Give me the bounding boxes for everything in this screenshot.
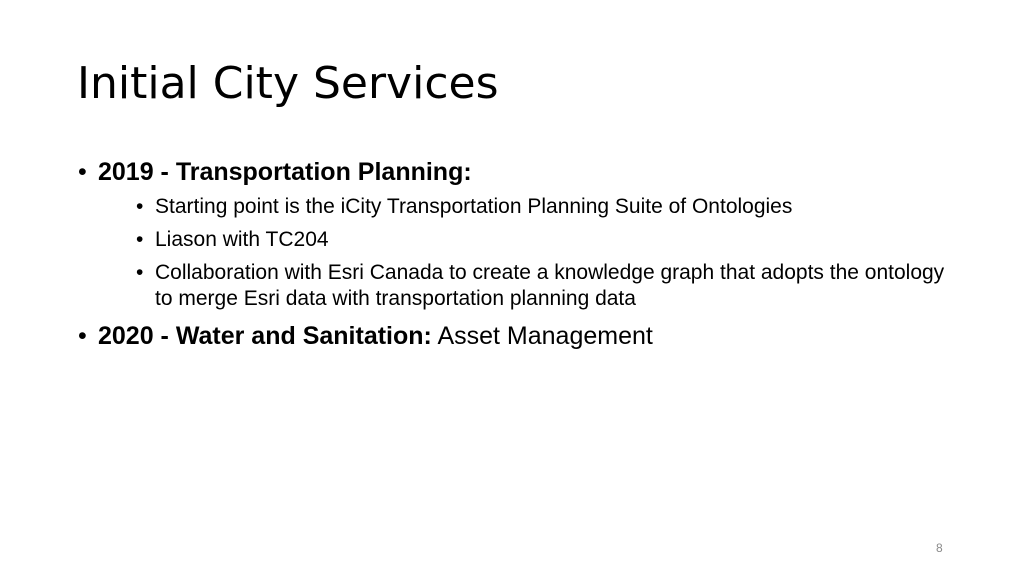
sub-bullet-item	[136, 227, 958, 253]
bullet-item-2020	[78, 319, 958, 353]
bullet-heading: 2019 - Transportation Planning:	[98, 158, 472, 186]
sub-bullet-text: Liason with TC204	[155, 228, 329, 251]
sub-bullet-text: Starting point is the iCity Transportation Planning Suite of Ontologies	[155, 195, 793, 218]
sub-bullet-list	[98, 194, 958, 312]
sub-bullet-item	[136, 194, 958, 220]
bullet-list	[78, 155, 958, 353]
slide-title: Initial City Services	[77, 58, 499, 109]
page-number: 8	[936, 541, 943, 555]
bullet-text: Asset Management	[431, 322, 653, 350]
bullet-icon: •	[78, 158, 87, 186]
bullet-icon: •	[136, 261, 144, 284]
bullet-icon: •	[136, 195, 144, 218]
bullet-item-2019	[78, 155, 958, 312]
slide-content	[78, 155, 958, 359]
bullet-icon: •	[136, 228, 144, 251]
bullet-heading: 2020 - Water and Sanitation:	[98, 322, 432, 350]
bullet-icon: •	[78, 322, 87, 350]
sub-bullet-text: Collaboration with Esri Canada to create a knowledge graph that adopts the ontology to merge Esri data with transportation planning data	[155, 261, 945, 310]
sub-bullet-item	[136, 260, 958, 312]
